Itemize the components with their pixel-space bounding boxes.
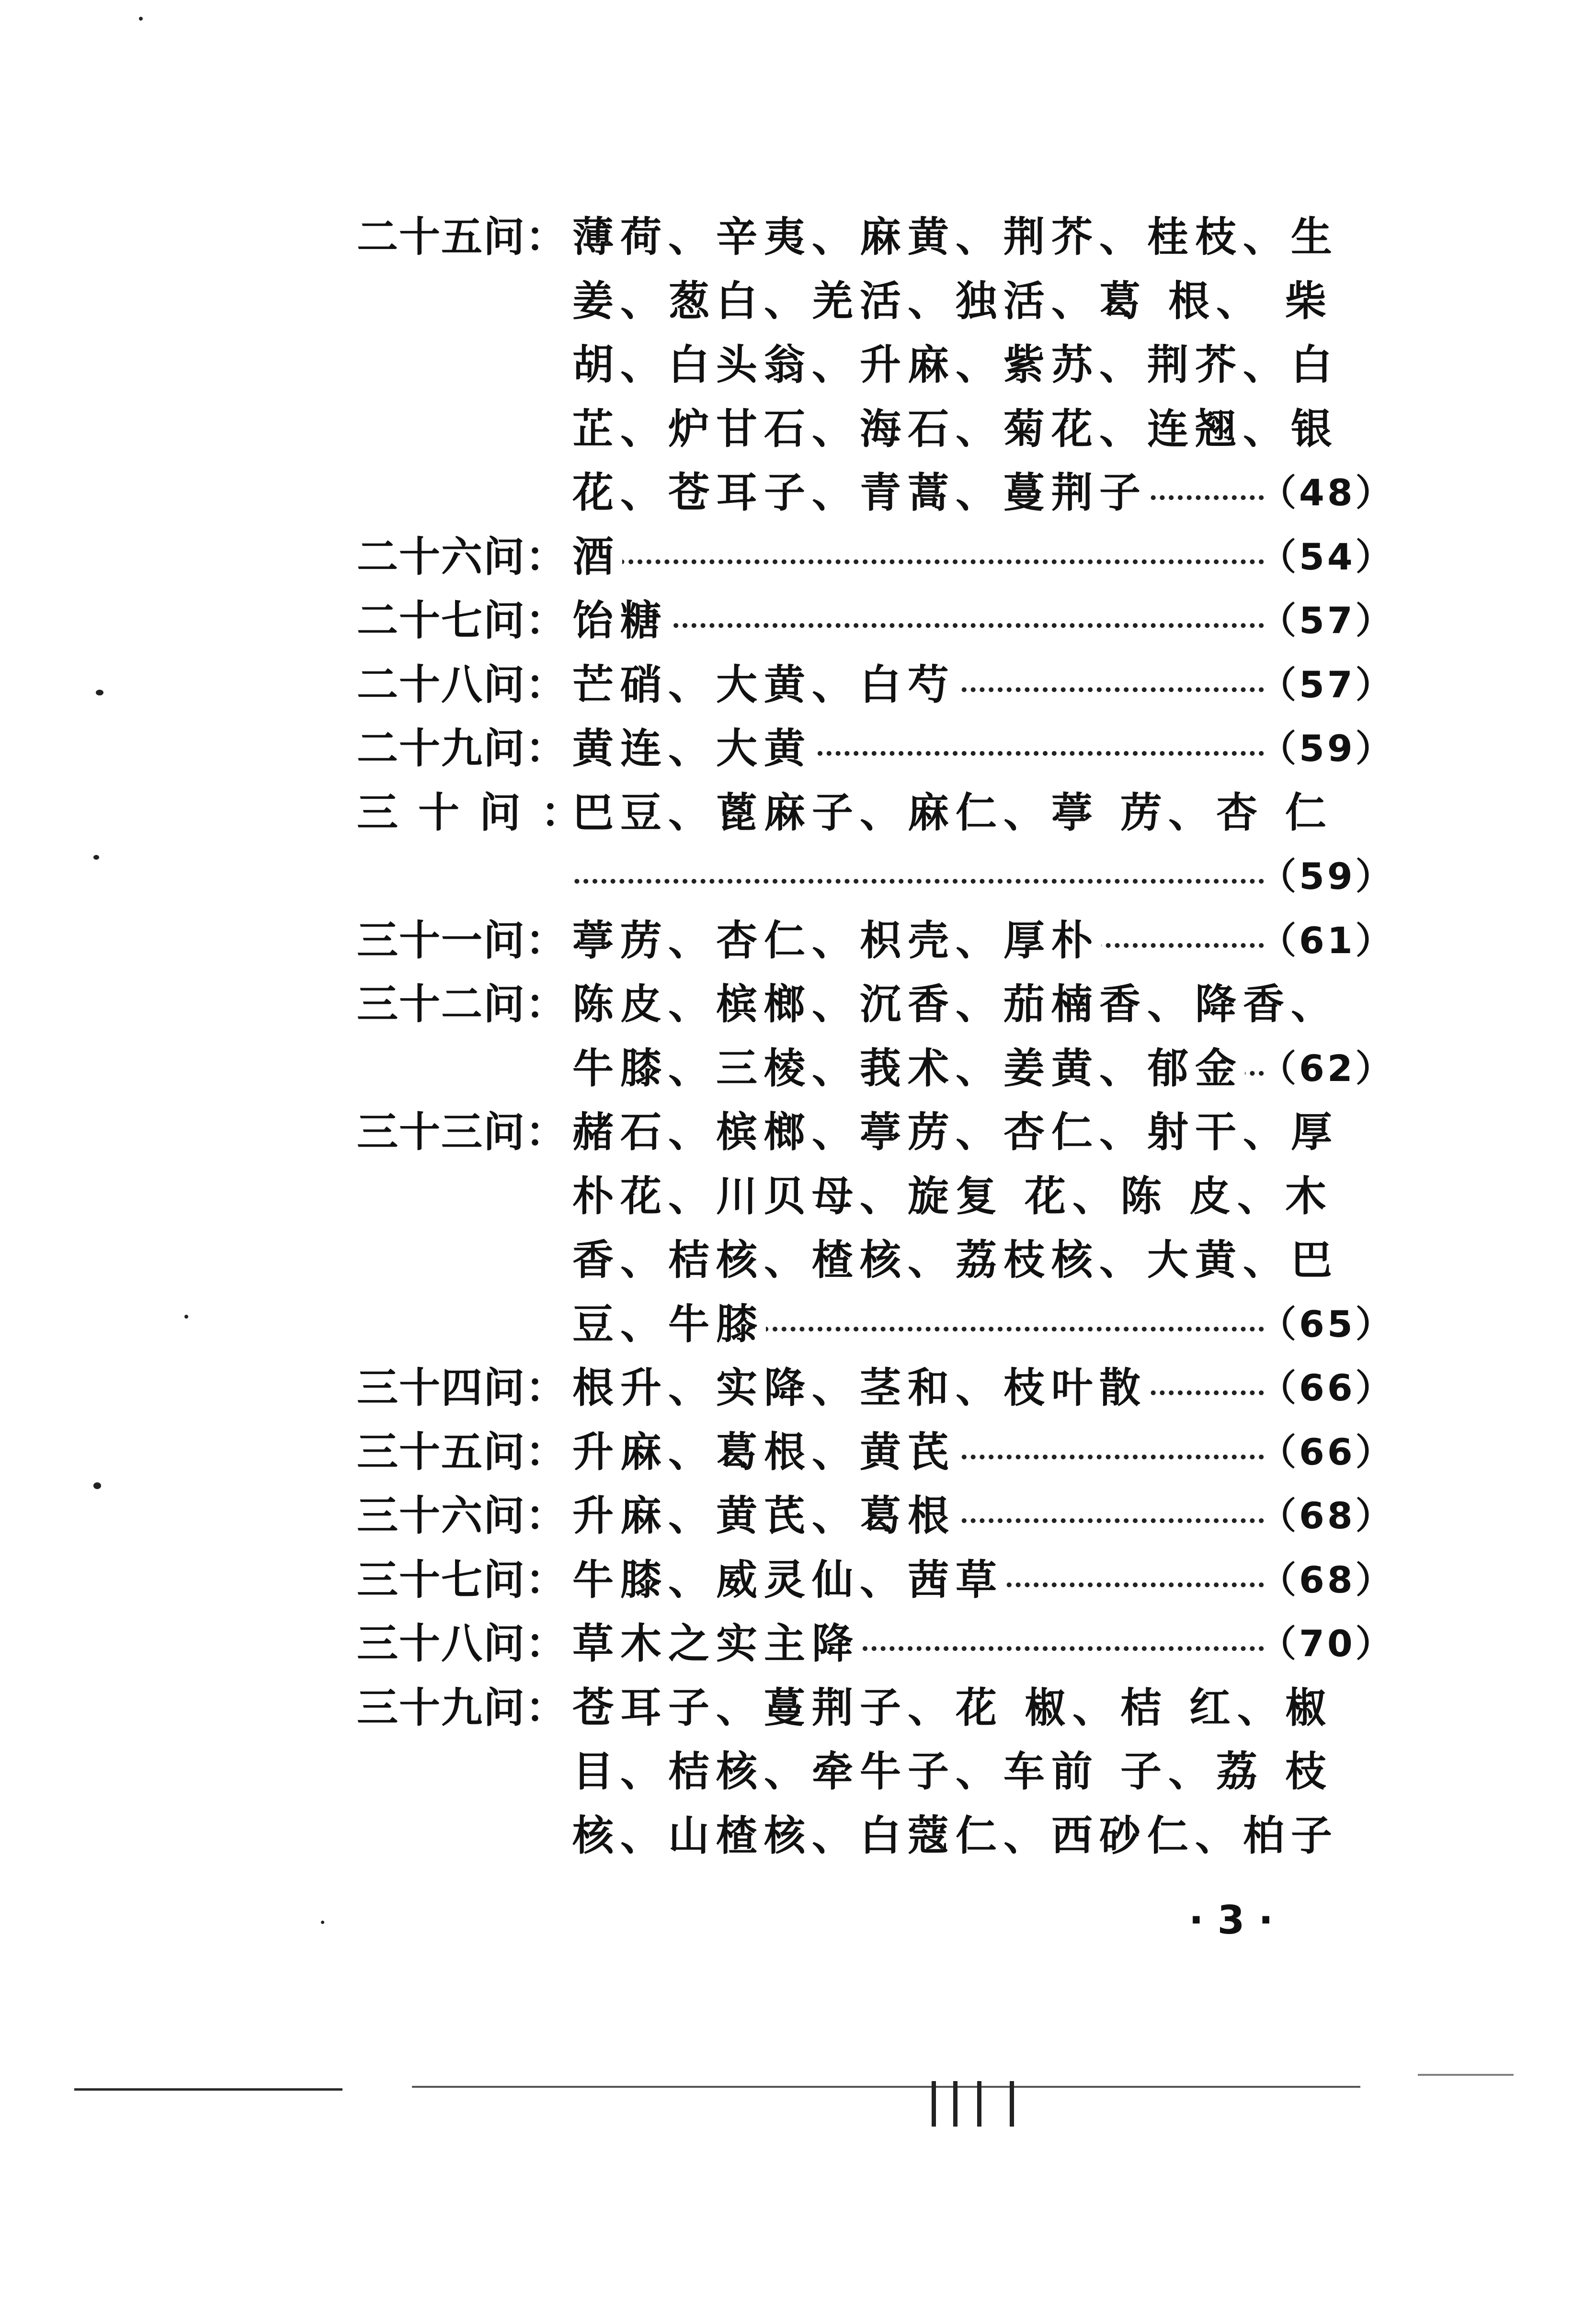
toc-entry-label: 二十五问： (357, 213, 568, 261)
footer-rule-right (1418, 2074, 1514, 2076)
scan-speck (93, 855, 99, 860)
toc-page-ref: （66） (1260, 1366, 1395, 1409)
toc-entry-label: 三十四问： (357, 1364, 568, 1412)
toc-page-ref: （61） (1260, 919, 1395, 962)
toc-page-ref: （57） (1260, 663, 1395, 706)
toc-page-ref: （70） (1260, 1622, 1395, 1665)
toc-entry-label: 三十七问： (357, 1555, 568, 1604)
toc-entry-text: 薄荷、辛夷、麻黄、荆芥、桂枝、生 (572, 213, 1339, 261)
binding-mark (977, 2081, 981, 2127)
toc-entry-text: 目、桔核、牵牛子、车前 子、荔 枝 (572, 1747, 1333, 1796)
toc-page-ref: （62） (1260, 1047, 1395, 1090)
leader-dots (572, 594, 1267, 647)
toc-entry-text (572, 850, 1267, 903)
toc-entry-text: ····· 饴糖 (572, 594, 1267, 647)
page-number: · 3 · (1188, 1898, 1274, 1943)
toc-entry-text: 朴花、川贝母、旋复 花、陈 皮、木 (572, 1172, 1333, 1220)
toc-entry-text: ····· 豆、牛膝 (572, 1298, 1267, 1351)
toc-entry-text: ····· 升麻、葛根、黄芪 (572, 1426, 1267, 1479)
toc-entry-label: 二十六问： (357, 532, 568, 581)
toc-entry-text: 芷、炉甘石、海石、菊花、连翘、银 (572, 404, 1339, 453)
toc-entry-label: 三十一问： (357, 916, 568, 965)
toc-page-ref: （66） (1260, 1430, 1395, 1473)
toc-entry-text: 核、山楂核、白蔻仁、西砂仁、柏子 (572, 1811, 1339, 1860)
scan-speck (139, 17, 143, 21)
toc-entry-label: 三十问： (357, 788, 602, 837)
toc-page-ref: （48） (1260, 471, 1395, 514)
toc-entry-text: ····· 芒硝、大黄、白芍 (572, 659, 1267, 711)
toc-entry-text: ····· 黄连、大黄 (572, 722, 1267, 775)
scan-speck (321, 1921, 324, 1924)
binding-mark (932, 2081, 936, 2127)
scan-speck (96, 690, 103, 695)
toc-entry-label: 三十五问： (357, 1427, 568, 1476)
toc-entry-text: 胡、白头翁、升麻、紫苏、荆芥、白 (572, 341, 1339, 389)
toc-entry-text: 姜、葱白、羌活、独活、葛 根、 柴 (572, 276, 1333, 325)
toc-entry-text: 陈皮、槟榔、沉香、茄楠香、降香、 (572, 980, 1339, 1028)
toc-entry-text: ····· 牛膝、威灵仙、茜草 (572, 1554, 1267, 1606)
leader-dots (572, 531, 1267, 583)
toc-entry-text: ····· 草木之实主降 (572, 1617, 1267, 1670)
toc-page-ref: （54） (1260, 535, 1395, 578)
toc-entry-label: 三十六问： (357, 1491, 568, 1540)
toc-entry-text: ····· 牛膝、三棱、莪术、姜黄、郁金 (572, 1042, 1267, 1095)
toc-entry-text: ····· 酒 (572, 531, 1267, 583)
toc-page-ref: （65） (1260, 1302, 1395, 1345)
toc-page-ref: （59） (1260, 855, 1395, 898)
toc-entry-text: ····· 花、苍耳子、青蒿、蔓荆子 (572, 467, 1267, 519)
toc-entry-label: 三十九问： (357, 1683, 568, 1732)
leader-dots (572, 850, 1267, 903)
toc-entry-text: 巴豆、蓖麻子、麻仁、葶 苈、杏 仁 (572, 788, 1333, 837)
toc-entry-text: ····· 葶苈、杏仁、枳壳、厚朴 (572, 914, 1267, 967)
toc-page-ref: （68） (1260, 1558, 1395, 1601)
toc-entry-text: ····· 升麻、黄芪、葛根 (572, 1490, 1267, 1542)
scan-speck (93, 1482, 101, 1489)
toc-entry-label: 三十二问： (357, 980, 568, 1028)
toc-entry-label: 二十九问： (357, 724, 568, 773)
toc-entry-label: 三十八问： (357, 1619, 568, 1668)
toc-entry-text: 苍耳子、蔓荆子、花 椒、桔 红、椒 (572, 1683, 1333, 1732)
toc-entry-label: 三十三问： (357, 1108, 568, 1156)
footer-rule-center (412, 2086, 1360, 2088)
toc-entry-text: 香、桔核、楂核、荔枝核、大黄、巴 (572, 1236, 1339, 1284)
binding-mark (1010, 2081, 1014, 2127)
toc-entry-text: 赭石、槟榔、葶苈、杏仁、射干、厚 (572, 1108, 1339, 1156)
toc-entry-text: ····· 根升、实降、茎和、枝叶散 (572, 1362, 1267, 1414)
binding-mark (953, 2081, 958, 2127)
toc-page-ref: （68） (1260, 1494, 1395, 1537)
toc-entry-label: 二十七问： (357, 596, 568, 645)
scan-speck (184, 1315, 188, 1319)
toc-page-ref: （57） (1260, 599, 1395, 642)
footer-rule-left (74, 2088, 342, 2091)
toc-entry-label: 二十八问： (357, 660, 568, 709)
toc-page-ref: （59） (1260, 727, 1395, 770)
